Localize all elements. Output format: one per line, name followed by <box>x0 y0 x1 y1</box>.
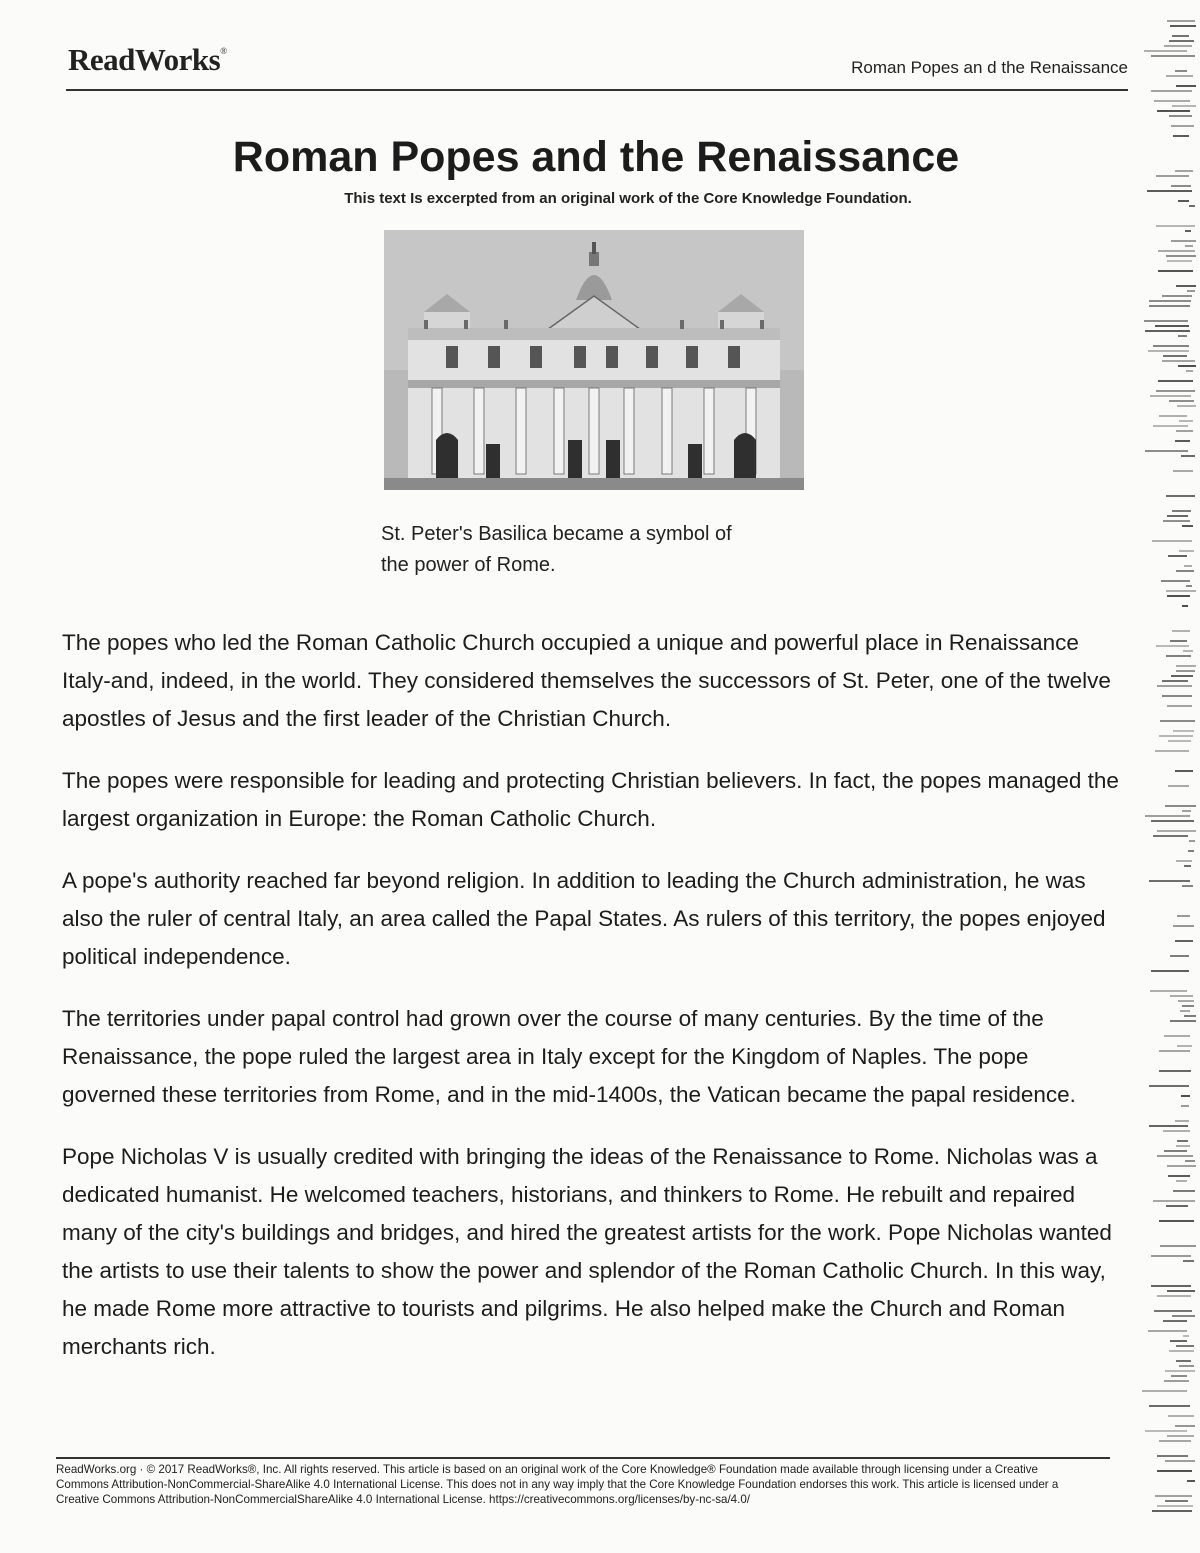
scan-mark <box>1179 550 1194 552</box>
scan-mark <box>1167 20 1195 22</box>
scan-mark <box>1147 190 1192 192</box>
running-title: Roman Popes an d the Renaissance <box>851 58 1128 77</box>
scan-mark <box>1180 1010 1190 1012</box>
scan-mark <box>1145 330 1190 332</box>
scan-mark <box>1159 735 1193 737</box>
readworks-logo: ReadWorks® <box>68 42 227 77</box>
photo-caption: St. Peter's Basilica became a symbol of the power of Rome. <box>381 523 732 576</box>
scan-mark <box>1148 1330 1187 1332</box>
scan-mark <box>1172 510 1191 512</box>
scan-mark <box>1171 185 1191 187</box>
paragraph: The popes who led the Roman Catholic Church occupied a unique and powerful place in Renaissance Italy-and, indeed, in the world. They considered themselves the successors of St. Peter, one of the twelve apostles of Jesus and the first leader of the Christian Church. <box>62 630 1111 731</box>
scan-mark <box>1163 1130 1190 1132</box>
scan-mark <box>1178 335 1187 337</box>
scan-mark <box>1156 390 1195 392</box>
scan-mark <box>1177 405 1196 407</box>
scan-mark <box>1162 295 1192 297</box>
scan-mark <box>1184 1015 1196 1017</box>
scan-edge-artifact <box>1138 0 1200 1553</box>
scan-mark <box>1160 720 1195 722</box>
scan-mark <box>1151 55 1195 57</box>
scan-mark <box>1186 585 1192 587</box>
scan-mark <box>1168 555 1187 557</box>
scan-mark <box>1182 885 1193 887</box>
scan-mark <box>1167 260 1192 262</box>
scan-mark <box>1178 365 1196 367</box>
scan-mark <box>1170 995 1193 997</box>
scan-mark <box>1159 1440 1191 1442</box>
scan-mark <box>1185 230 1191 232</box>
scan-mark <box>1160 1245 1196 1247</box>
scan-mark <box>1175 1425 1195 1427</box>
scan-mark <box>1155 325 1189 327</box>
scan-mark <box>1172 1315 1195 1317</box>
scan-mark <box>1156 645 1189 647</box>
scan-mark <box>1176 860 1192 862</box>
scan-mark <box>1150 990 1187 992</box>
scan-mark <box>1181 455 1195 457</box>
scan-mark <box>1166 255 1196 257</box>
scan-mark <box>1166 1205 1188 1207</box>
scan-mark <box>1187 1480 1195 1482</box>
scan-mark <box>1153 835 1188 837</box>
scan-mark <box>1165 1370 1195 1372</box>
scan-mark <box>1162 360 1195 362</box>
scan-mark <box>1182 605 1188 607</box>
scan-mark <box>1157 830 1196 832</box>
scan-mark <box>1173 470 1193 472</box>
scan-mark <box>1176 1360 1191 1362</box>
scan-mark <box>1169 400 1194 402</box>
scan-mark <box>1157 1295 1191 1297</box>
scan-mark <box>1153 425 1188 427</box>
scan-mark <box>1155 1495 1192 1497</box>
scan-mark <box>1149 300 1191 302</box>
article-body <box>62 624 1120 1390</box>
license-footer: ReadWorks.org · © 2017 ReadWorks®, Inc. All rights reserved. This article is based on an original work of the Core Knowledge® Foundation made available through licensing under a Creative Commons Attribution-NonCommercial-ShareAlike 4.0 International License. This does not in any way imply that the Core Knowledge Foundation endorses this work. This article is licensed under a Creative Commons Attribution-NonCommercialShareAlike 4.0 International License. https://creativecommons.org/licenses/by-nc-sa/4.0/ <box>56 1463 1059 1506</box>
scan-mark <box>1175 70 1187 72</box>
scan-mark <box>1165 1460 1195 1462</box>
scan-mark <box>1186 370 1193 372</box>
scan-mark <box>1178 200 1189 202</box>
scan-mark <box>1151 1285 1191 1287</box>
scan-mark <box>1175 440 1190 442</box>
scan-mark <box>1166 495 1195 497</box>
scan-mark <box>1159 1050 1190 1052</box>
scan-mark <box>1181 1105 1189 1107</box>
scan-mark <box>1169 1350 1194 1352</box>
scan-mark <box>1164 1150 1187 1152</box>
scan-mark <box>1152 540 1192 542</box>
scan-mark <box>1183 1260 1194 1262</box>
scan-mark <box>1157 1470 1192 1472</box>
scan-mark <box>1159 1220 1194 1222</box>
scan-mark <box>1175 1120 1189 1122</box>
scan-mark <box>1157 110 1190 112</box>
header-divider <box>66 89 1128 91</box>
scan-mark <box>1170 1020 1196 1022</box>
scan-mark <box>1166 655 1191 657</box>
scan-mark <box>1144 50 1187 52</box>
scan-mark <box>1153 1200 1195 1202</box>
scan-mark <box>1176 430 1193 432</box>
scan-mark <box>1170 640 1187 642</box>
scan-mark <box>1155 750 1189 752</box>
scan-mark <box>1168 785 1189 787</box>
scan-mark <box>1173 730 1194 732</box>
scan-mark <box>1165 1500 1188 1502</box>
scan-mark <box>1163 355 1187 357</box>
article-attribution: This text Is excerpted from an original work of the Core Knowledge Foundation. <box>344 190 912 207</box>
scan-mark <box>1176 85 1196 87</box>
scan-mark <box>1166 75 1193 77</box>
basilica-photo <box>384 230 804 490</box>
scan-mark <box>1178 1000 1194 1002</box>
scan-mark <box>1157 1505 1193 1507</box>
scan-mark <box>1181 1095 1190 1097</box>
paragraph: The territories under papal control had grown over the course of many centuries. By the time of the Renaissance, the pope ruled the largest area in Italy except for the Kingdom of Naples. The pope governed these territories from Rome, and in the mid-1400s, the Vatican became the papal residence. <box>62 1006 1076 1107</box>
scan-mark <box>1162 695 1192 697</box>
scan-mark <box>1176 665 1196 667</box>
scan-mark <box>1156 225 1195 227</box>
scan-mark <box>1159 1070 1191 1072</box>
scan-mark <box>1182 1005 1194 1007</box>
scan-mark <box>1158 250 1195 252</box>
scan-mark <box>1185 1160 1195 1162</box>
scan-mark <box>1167 1435 1194 1437</box>
scan-mark <box>1167 595 1190 597</box>
scan-mark <box>1168 740 1191 742</box>
scan-mark <box>1169 40 1194 42</box>
scan-mark <box>1168 1415 1194 1417</box>
scan-mark <box>1169 115 1192 117</box>
scan-mark <box>1184 565 1192 567</box>
scan-mark <box>1189 840 1195 842</box>
scan-mark <box>1170 25 1196 27</box>
scan-mark <box>1176 570 1194 572</box>
scan-mark <box>1154 100 1190 102</box>
scan-mark <box>1151 90 1192 92</box>
scan-mark <box>1171 1375 1187 1377</box>
scan-mark <box>1176 1145 1190 1147</box>
paragraph: The popes were responsible for leading and protecting Christian believers. In fact, the popes managed the largest organization in Europe: the Roman Catholic Church. <box>62 768 1119 831</box>
scan-mark <box>1166 590 1196 592</box>
scan-mark <box>1150 395 1191 397</box>
scan-mark <box>1157 685 1192 687</box>
scan-mark <box>1172 35 1189 37</box>
scan-mark <box>1149 1085 1189 1087</box>
scan-mark <box>1182 525 1193 527</box>
scan-mark <box>1171 240 1196 242</box>
scan-mark <box>1151 970 1189 972</box>
scan-mark <box>1164 1380 1189 1382</box>
paragraph: Pope Nicholas V is usually credited with bringing the ideas of the Renaissance to Rome. Nicholas was a dedicated humanist. He welcomed teachers, historians, and thinkers to Rome. He rebuilt and repaired many of the city's buildings and bridges, and hired the greatest artists for the work. Pope Nicholas wanted the artists to use their talents to show the power and splendor of the Roman Catholic Church. In this way, he made Rome more attractive to tourists and pilgrims. He also helped make the Church and Roman merchants rich. <box>62 1144 1112 1359</box>
scan-mark <box>1157 1155 1193 1157</box>
scan-mark <box>1172 105 1196 107</box>
scan-mark <box>1185 245 1193 247</box>
scan-mark <box>1184 865 1191 867</box>
scan-mark <box>1183 650 1193 652</box>
scan-mark <box>1167 515 1188 517</box>
scan-mark <box>1176 1180 1187 1182</box>
scan-mark <box>1162 680 1188 682</box>
scan-mark <box>1145 450 1188 452</box>
scan-mark <box>1151 820 1194 822</box>
scan-mark <box>1179 1365 1194 1367</box>
scan-mark <box>1158 380 1193 382</box>
scan-mark <box>1177 1140 1188 1142</box>
scan-mark <box>1171 125 1194 127</box>
scan-mark <box>1176 1345 1194 1347</box>
scan-mark <box>1154 1310 1192 1312</box>
scan-mark <box>1171 675 1193 677</box>
scan-mark <box>1165 805 1196 807</box>
scan-mark <box>1163 520 1190 522</box>
scan-mark <box>1168 1175 1190 1177</box>
scan-mark <box>1161 580 1190 582</box>
scan-mark <box>1176 670 1195 672</box>
paragraph: A pope's authority reached far beyond religion. In addition to leading the Church administration, he was also the ruler of central Italy, an area called the Papal States. As rulers of this territory, the popes enjoyed political independence. <box>62 868 1106 969</box>
scan-mark <box>1145 1430 1187 1432</box>
scan-mark <box>1170 955 1189 957</box>
scan-mark <box>1163 1320 1187 1322</box>
scan-mark <box>1149 1125 1188 1127</box>
scan-mark <box>1164 45 1192 47</box>
scan-mark <box>1167 1165 1196 1167</box>
scan-mark <box>1149 1405 1190 1407</box>
scan-mark <box>1177 1045 1192 1047</box>
scan-mark <box>1177 915 1190 917</box>
footer-divider <box>56 1457 1110 1459</box>
scan-mark <box>1158 270 1193 272</box>
scan-mark <box>1170 1340 1187 1342</box>
scan-mark <box>1144 320 1188 322</box>
scan-mark <box>1173 925 1194 927</box>
scan-mark <box>1145 815 1190 817</box>
scan-mark <box>1173 1190 1195 1192</box>
scan-mark <box>1156 175 1189 177</box>
article-title: Roman Popes and the Renaissance <box>232 133 960 181</box>
scan-mark <box>1176 285 1196 287</box>
scan-mark <box>1167 1290 1195 1292</box>
scan-mark <box>1189 205 1195 207</box>
scan-mark <box>1151 1255 1191 1257</box>
scan-mark <box>1159 415 1187 417</box>
scan-mark <box>1149 880 1190 882</box>
scan-mark <box>1175 770 1193 772</box>
scan-mark <box>1179 420 1193 422</box>
scan-mark <box>1188 850 1194 852</box>
scan-mark <box>1172 630 1190 632</box>
scan-mark <box>1182 810 1191 812</box>
scan-mark <box>1167 705 1192 707</box>
scan-mark <box>1187 290 1195 292</box>
scan-mark <box>1142 1390 1187 1392</box>
scan-mark <box>1183 1335 1189 1337</box>
scan-mark <box>1164 1035 1190 1037</box>
scan-mark <box>1148 350 1189 352</box>
scan-mark <box>1175 170 1193 172</box>
scan-mark <box>1157 1455 1188 1457</box>
scan-mark <box>1153 345 1189 347</box>
scan-mark <box>1152 1510 1192 1512</box>
scan-mark <box>1173 135 1189 137</box>
scan-mark <box>1149 305 1190 307</box>
scan-mark <box>1175 940 1193 942</box>
